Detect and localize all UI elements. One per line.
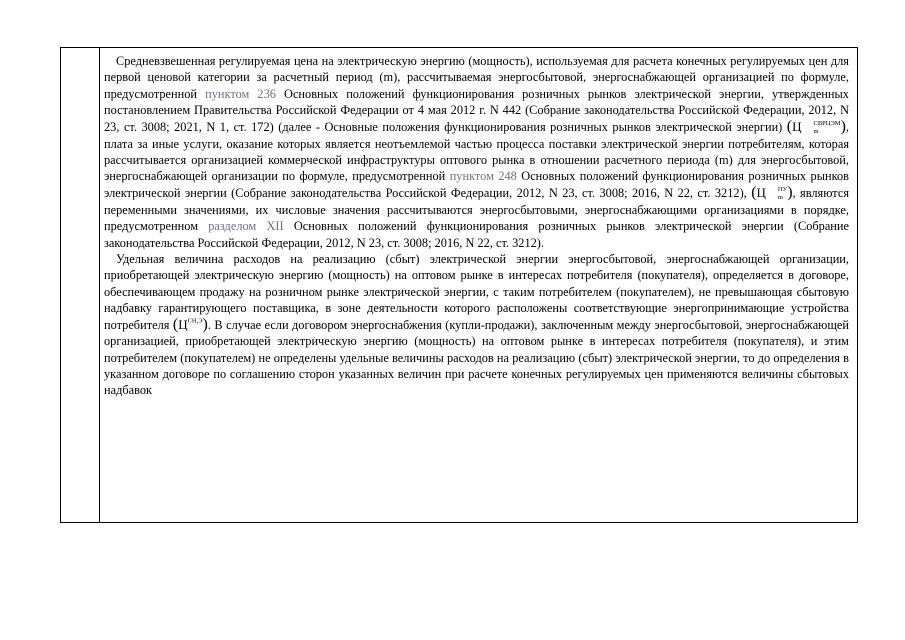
formula-superscript: СВРЦЭМ — [813, 119, 841, 127]
formula-cena-pu: (Ц ПУ m ) — [751, 183, 793, 201]
formula-scripts — [802, 120, 841, 136]
table-left-column — [61, 48, 100, 522]
paragraph-1-text-e: , являются переменными значениями, их числовые значения рассчитываются энергосбытовыми, энергоснабжающими организациями в порядке, предусмотренном — [104, 185, 849, 234]
paragraph-1-text-f: Основных положений функционирования розничных рынков электрической энергии (Собрание законодательства Российской Федерации, 2012, N 23, ст. 3008; 2016, N 22, ст. 3212). — [104, 219, 849, 250]
formula-symbol: Ц — [756, 184, 766, 200]
paragraph-1-text-d: Основных положений функционирования розничных рынков электрической энергии (Собрание законодательства Российской Федерации, 2012, N 23, ст. 3008; 2016, N 22, ст. 3212), — [104, 169, 849, 200]
paragraph-1-text-a: Средневзвешенная регулируемая цена на электрическую энергию (мощность), используемая для расчета конечных регулируемых цен для первой ценовой категории за расчетный период (m), рассчитываемая энергосбытовой, энергоснабжающей организацией по формуле, предусмотренной — [104, 54, 849, 101]
formula-superscript: ПУ — [777, 185, 788, 193]
formula-subscript: m — [813, 127, 819, 135]
paragraph-1-text-c: , плата за иные услуги, оказание которых является неотъемлемой частью процесса поставки электрической энергии потребителям, которая рассчитывается организацией коммерческой инфраструктуры оптового рынка в отношении расчетного периода (m) для энергосбытовой, энергоснабжающей организации по формуле, предусмотренной — [104, 119, 849, 184]
document-table — [60, 47, 858, 523]
formula-cena-sn: $(Ц^{СН,Э})$ — [172, 315, 208, 333]
formula-symbol: Ц — [792, 118, 802, 134]
paragraph-2-text-a: Удельная величина расходов на реализацию (сбыт) электрической энергии энергосбытовой, энергоснабжающей организации, приобретающей электрическую энергию (мощность) на оптовом рынке в интересах потребителя (покупателя), определяется в договоре, обеспечивающем продажу на розничном рынке электрической энергии, с таким потребителем (покупателем), не превышающая сбытовую надбавку гарантирующего поставщика, в зоне деятельности которого расположены соответствующие энергопринимающие устройства потребителя — [104, 252, 849, 332]
link-razdel-xii[interactable]: разделом XII — [208, 219, 284, 234]
paragraph-1 — [104, 53, 849, 251]
table-text-cell — [100, 48, 857, 522]
paragraph-2-text-b: . В случае если договором энергоснабжения (купли-продажи), заключенным между энергосбытовой, энергоснабжающей организацией, приобретающей электрическую энергию (мощность) на оптовом рынке в интересах потребителя (покупателя), и этим потребителем (покупателем) не определены удельные величины расходов на реализацию (сбыт) электрической энергии, то до определения в указанном договоре по соглашению сторон указанных величин при расчете конечных регулируемых цен применяются величины сбытовых надбавок — [104, 317, 849, 398]
formula-symbol: Ц — [178, 316, 188, 332]
paragraph-2 — [104, 251, 849, 399]
formula-subscript: m — [777, 193, 783, 201]
formula-superscript: СН,Э — [187, 317, 203, 325]
link-punkt-248[interactable]: пунктом 248 — [449, 169, 517, 184]
paragraph-1-text-b: Основных положений функционирования розничных рынков электрической энергии, утвержденных постановлением Правительства Российской Федерации от 4 мая 2012 г. N 442 (Собрание законодательства Российской Федерации, 2012, N 23, ст. 3008; 2021, N 1, ст. 172) (далее - Основные положения функционирования розничных рынков электрической энергии) — [104, 86, 849, 134]
formula-scripts — [766, 186, 787, 202]
formula-cena-svrcem: (Ц СВРЦЭМ m ) — [786, 117, 846, 135]
link-punkt-236[interactable]: пунктом 236 — [205, 86, 276, 101]
